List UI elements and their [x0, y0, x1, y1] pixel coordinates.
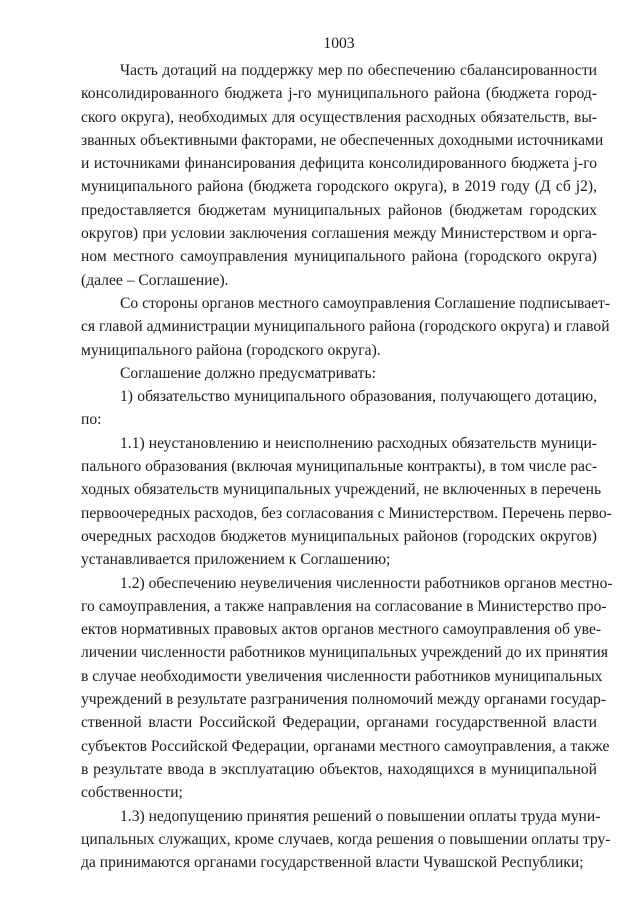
paragraph-5-line-2: пального образования (включая муниципальные контракты), в том числе рас- [81, 458, 598, 476]
paragraph-7-line-2: ципальных служащих, кроме случаев, когда решения о повышении оплаты тру- [81, 830, 611, 848]
paragraph-1-line-9: ном местного самоуправления муниципального района (городского округа) [81, 248, 597, 266]
paragraph-1-line-7: предоставляется бюджетам муниципальных районов (бюджетам городских [81, 201, 597, 219]
paragraph-6-line-5: в случае необходимости увеличения численности работников муниципальных [81, 667, 603, 685]
paragraph-1-line-8: округов) при условии заключения соглашения между Министерством и орга- [81, 225, 597, 243]
paragraph-7-line-1: 1.3) недопущению принятия решений о повышении оплаты труда муни- [120, 807, 601, 825]
paragraph-1-line-2: консолидированного бюджета j-го муниципального района (бюджета город- [81, 85, 597, 103]
paragraph-1-line-4: званных объективными факторами, не обеспеченных доходными источниками [81, 131, 604, 149]
paragraph-1-line-1: Часть дотаций на поддержку мер по обеспечению сбалансированности [120, 62, 597, 79]
paragraph-2-line-3: муниципального района (городского округа). [81, 341, 381, 359]
paragraph-6-line-1: 1.2) обеспечению неувеличения численности работников органов местно- [120, 574, 613, 592]
paragraph-2-line-2: ся главой администрации муниципального района (городского округа) и главой [81, 318, 610, 336]
document-body [81, 59, 613, 874]
paragraph-5-line-4: первоочередных расходов, без согласования с Министерством. Перечень перво- [81, 504, 612, 522]
paragraph-5-line-5: очередных расходов бюджетов муниципальных районов (городских округов) [81, 527, 597, 545]
page-number: 1003 [323, 35, 355, 52]
paragraph-6-line-6: учреждений в результате разграничения полномочий между органами государ- [81, 691, 607, 709]
paragraph-1-line-3: ского округа), необходимых для осуществления расходных обязательств, вы- [81, 108, 597, 126]
paragraph-2-line-1: Со стороны органов местного самоуправления Соглашение подписывает- [120, 294, 611, 312]
paragraph-6-line-4: личении численности работников муниципальных учреждений до их принятия [81, 644, 608, 662]
paragraph-1-line-6: муниципального района (бюджета городского округа), в 2019 году (Д сб j2), [81, 178, 597, 196]
paragraph-6-line-7: ственной власти Российской Федерации, органами государственной власти [81, 714, 597, 732]
paragraph-4-line-1: 1) обязательство муниципального образования, получающего дотацию, [120, 388, 597, 406]
paragraph-3-line-1: Соглашение должно предусматривать: [120, 364, 376, 382]
paragraph-4-line-2: по: [81, 411, 102, 429]
paragraph-6-line-8: субъектов Российской Федерации, органами местного самоуправления, а также [81, 737, 610, 755]
paragraph-6-line-2: го самоуправления, а также направления на согласование в Министерство про- [81, 597, 607, 615]
paragraph-1-line-5: и источниками финансирования дефицита консолидированного бюджета j-го [81, 155, 597, 173]
paragraph-1-line-10: (далее – Соглашение). [81, 271, 229, 289]
paragraph-7-line-3: да принимаются органами государственной власти Чувашской Республики; [81, 854, 584, 872]
paragraph-5-line-3: ходных обязательств муниципальных учреждений, не включенных в перечень [81, 481, 602, 499]
paragraph-5-line-1: 1.1) неустановлению и неисполнению расходных обязательств муници- [120, 434, 597, 452]
paragraph-5-line-6: устанавливается приложением к Соглашению; [81, 551, 391, 569]
paragraph-6-line-3: ектов нормативных правовых актов органов местного самоуправления об уве- [81, 621, 602, 639]
paragraph-6-line-9: в результате ввода в эксплуатацию объектов, находящихся в муниципальной [81, 760, 597, 778]
paragraph-6-line-10: собственности; [81, 784, 183, 802]
